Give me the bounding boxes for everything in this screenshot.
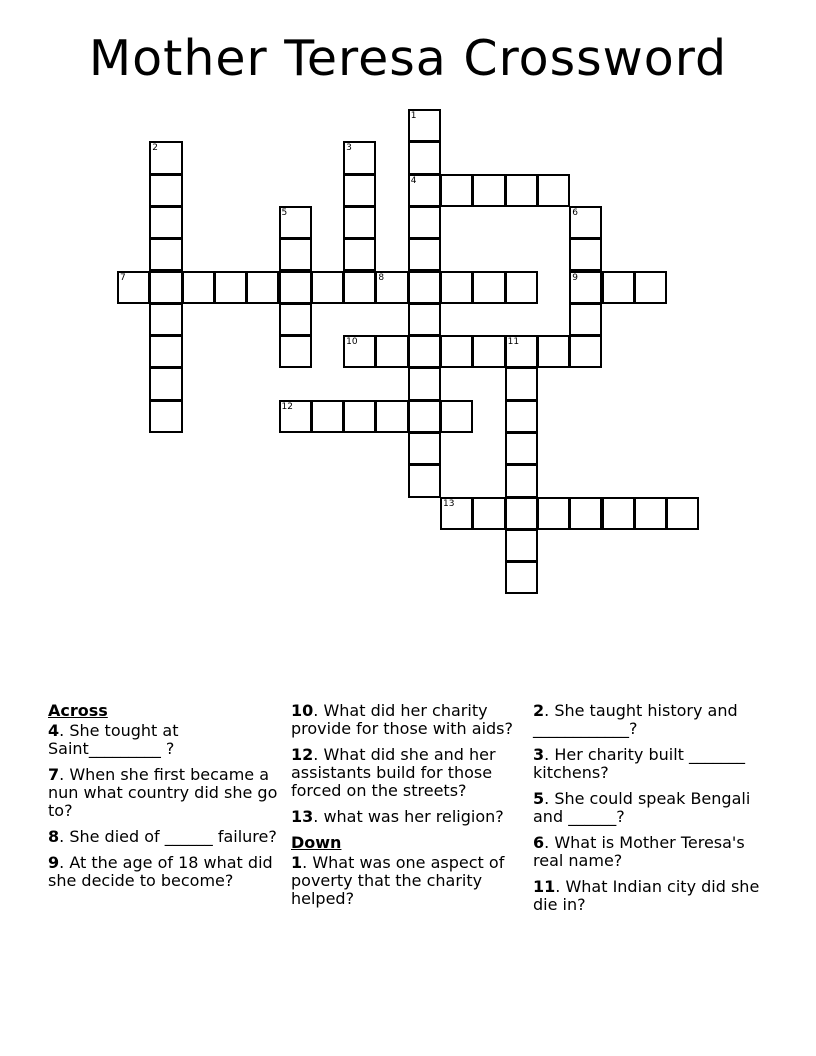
- clue-item: [533, 790, 769, 826]
- grid-cell[interactable]: [569, 335, 602, 368]
- grid-cell[interactable]: [505, 497, 538, 530]
- clue-number: 7: [48, 765, 60, 784]
- clue-text: . She could speak Bengali and ______?: [533, 789, 751, 826]
- grid-cell[interactable]: [246, 271, 279, 304]
- grid-cell[interactable]: [343, 400, 376, 433]
- clue-text: . What was one aspect of poverty that the charity helped?: [291, 853, 505, 908]
- clue-number: 11: [533, 877, 556, 896]
- grid-cell[interactable]: [408, 206, 441, 239]
- grid-cell[interactable]: [311, 271, 344, 304]
- clue-number: 1: [291, 853, 303, 872]
- clue-item: [291, 746, 527, 800]
- down-clue-list: [291, 854, 527, 908]
- clue-item: [48, 766, 284, 820]
- grid-cell[interactable]: [408, 400, 441, 433]
- grid-cell[interactable]: [505, 174, 538, 207]
- grid-cell[interactable]: [505, 561, 538, 594]
- grid-cell[interactable]: [149, 335, 182, 368]
- grid-cell[interactable]: [149, 367, 182, 400]
- clue-item: [291, 854, 527, 908]
- grid-cell[interactable]: [505, 271, 538, 304]
- clue-number-label: 7: [120, 272, 126, 283]
- clue-item: [533, 746, 769, 782]
- grid-cell[interactable]: [408, 141, 441, 174]
- clue-item: [533, 878, 769, 914]
- clue-number: 8: [48, 827, 60, 846]
- clue-number-label: 5: [281, 207, 288, 218]
- grid-cell[interactable]: [408, 464, 441, 497]
- grid-cell[interactable]: [149, 271, 182, 304]
- grid-cell[interactable]: [149, 174, 182, 207]
- across-heading: Across: [48, 701, 108, 720]
- clue-item: [533, 834, 769, 870]
- grid-cell[interactable]: [408, 271, 441, 304]
- grid-cell[interactable]: [666, 497, 699, 530]
- grid-cell[interactable]: [279, 303, 312, 336]
- clue-number: 2: [533, 701, 545, 720]
- grid-cell[interactable]: [343, 206, 376, 239]
- clue-number-label: 3: [346, 143, 352, 154]
- grid-cell[interactable]: [149, 238, 182, 271]
- clue-number: 6: [533, 833, 545, 852]
- grid-cell[interactable]: [214, 271, 247, 304]
- clue-number: 12: [291, 745, 314, 764]
- clue-text: . What Indian city did she die in?: [533, 877, 760, 914]
- clue-text: . She tought at Saint_________ ?: [48, 721, 179, 758]
- clue-text: . what was her religion?: [313, 807, 504, 826]
- grid-cell[interactable]: [505, 464, 538, 497]
- clue-number-label: 9: [572, 272, 578, 283]
- grid-cell[interactable]: [149, 400, 182, 433]
- down-heading: Down: [291, 833, 342, 852]
- clue-number-label: 2: [152, 143, 159, 154]
- grid-cell[interactable]: [634, 497, 667, 530]
- across-clue-list: [48, 722, 284, 890]
- clues-column-3: [533, 702, 769, 922]
- clue-text: . She taught history and ____________?: [533, 701, 738, 738]
- grid-cell[interactable]: [182, 271, 215, 304]
- grid-cell[interactable]: [279, 238, 312, 271]
- clue-number-label: 11: [507, 337, 520, 348]
- grid-cell[interactable]: [602, 497, 635, 530]
- grid-cell[interactable]: [408, 432, 441, 465]
- grid-cell[interactable]: [440, 271, 473, 304]
- clue-number: 4: [48, 721, 60, 740]
- grid-cell[interactable]: [343, 271, 376, 304]
- clue-number-label: 4: [410, 175, 417, 186]
- clue-item: [291, 808, 527, 826]
- grid-cell[interactable]: [375, 400, 408, 433]
- clue-number-label: 12: [281, 401, 293, 412]
- clue-item: [291, 702, 527, 738]
- clue-number-label: 6: [572, 207, 578, 218]
- grid-cell[interactable]: [537, 335, 570, 368]
- grid-cell[interactable]: [537, 497, 570, 530]
- grid-cell[interactable]: [440, 400, 473, 433]
- grid-cell[interactable]: [569, 303, 602, 336]
- grid-cell[interactable]: [343, 174, 376, 207]
- clue-item: [48, 854, 284, 890]
- clue-text: . Her charity built _______ kitchens?: [533, 745, 745, 782]
- grid-cell[interactable]: [537, 174, 570, 207]
- grid-cell[interactable]: [375, 335, 408, 368]
- clue-text: . What is Mother Teresa's real name?: [533, 833, 745, 870]
- clue-number: 3: [533, 745, 545, 764]
- grid-cell[interactable]: [279, 271, 312, 304]
- down-clue-list-continued: [533, 702, 769, 914]
- grid-cell[interactable]: [408, 335, 441, 368]
- clues-column-2: [291, 702, 527, 916]
- clues-column-1: [48, 702, 284, 898]
- grid-cell[interactable]: [440, 335, 473, 368]
- clue-number: 9: [48, 853, 60, 872]
- clue-number-label: 10: [346, 337, 358, 348]
- clue-item: [48, 722, 284, 758]
- grid-cell[interactable]: [149, 206, 182, 239]
- across-clue-list-continued: [291, 702, 527, 826]
- grid-cell[interactable]: [472, 271, 505, 304]
- clue-item: [48, 828, 284, 846]
- clue-number: 5: [533, 789, 545, 808]
- clue-number-label: 1: [410, 111, 417, 121]
- clue-number-label: 8: [378, 272, 385, 283]
- clue-number: 13: [291, 807, 314, 826]
- clue-number-label: 13: [443, 498, 455, 509]
- clue-text: . What did her charity provide for those with aids?: [291, 701, 513, 738]
- grid-cell[interactable]: [343, 238, 376, 271]
- grid-cell[interactable]: [408, 367, 441, 400]
- grid-cell[interactable]: [634, 271, 667, 304]
- grid-cell[interactable]: [408, 238, 441, 271]
- grid-cell[interactable]: [440, 174, 473, 207]
- grid-cell[interactable]: [472, 174, 505, 207]
- clue-text: . When she first became a nun what country did she go to?: [48, 765, 278, 820]
- grid-cell[interactable]: [149, 303, 182, 336]
- grid-cell[interactable]: [505, 400, 538, 433]
- grid-cell[interactable]: [472, 335, 505, 368]
- grid-cell[interactable]: [505, 529, 538, 562]
- grid-cell[interactable]: [472, 497, 505, 530]
- page-title: Mother Teresa Crossword: [88, 30, 728, 87]
- grid-cell[interactable]: [505, 367, 538, 400]
- clue-text: . What did she and her assistants build for those forced on the streets?: [291, 745, 496, 800]
- clue-item: [533, 702, 769, 738]
- clue-number: 10: [291, 701, 314, 720]
- grid-cell[interactable]: [569, 238, 602, 271]
- grid-cell[interactable]: [279, 335, 312, 368]
- clue-text: . She died of ______ failure?: [59, 827, 277, 846]
- grid-cell[interactable]: [602, 271, 635, 304]
- clue-text: . At the age of 18 what did she decide to become?: [48, 853, 273, 890]
- grid-cell[interactable]: [311, 400, 344, 433]
- grid-cell[interactable]: [408, 303, 441, 336]
- grid-cell[interactable]: [569, 497, 602, 530]
- grid-cell[interactable]: [505, 432, 538, 465]
